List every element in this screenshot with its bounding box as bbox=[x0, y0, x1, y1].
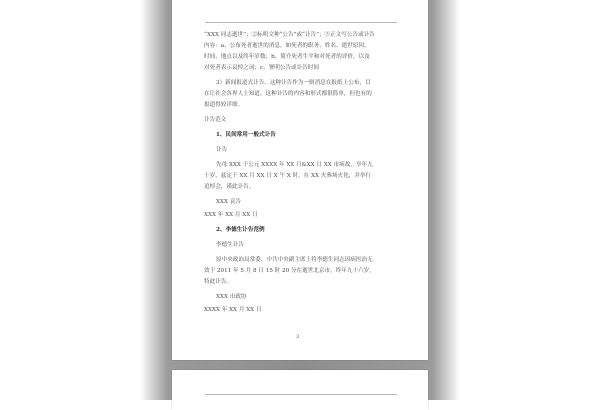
page-number: 3 bbox=[296, 334, 300, 340]
body-text-line: “XXX 同志逝世”；②标明文种“公告”或“讣告”；③正文写公告或讣告 bbox=[204, 32, 375, 38]
body-text-line: 原中央政治局常委、中共中央副主席上将李德生同志因病医治无 bbox=[216, 257, 373, 263]
signature-line: XXX 哀告 bbox=[216, 199, 241, 205]
body-text-line: 时间、地点以及终年岁数；b、简介死者生平和对死者的评价，以及 bbox=[204, 54, 370, 60]
body-text-line: 3）新闻报道式讣告。这种讣告作为一则消息在报纸上公布，目 bbox=[216, 80, 371, 86]
header-rule bbox=[205, 22, 397, 23]
body-text-line: 特此讣告。 bbox=[204, 279, 232, 285]
notice-title: 李德生讣告 bbox=[216, 242, 244, 248]
body-text-line: 对死者表示哀悼之词；c、署明公告或讣告时间 bbox=[204, 65, 320, 71]
date-line: XXX 年 XX 月 XX 日 bbox=[204, 212, 258, 218]
document-page bbox=[172, 0, 428, 360]
header-rule bbox=[205, 394, 397, 395]
signature-line: XXX 市政协 bbox=[216, 294, 247, 300]
body-text-line: 追悼会，谨此讣告。 bbox=[204, 184, 255, 190]
subsection-heading: 2、李德生讣告范例 bbox=[216, 227, 265, 233]
body-text-line: 十岁，兹定于 XX 月 XX 日 X 午 X 时，在 XX 火葬场火化，并举行 bbox=[204, 173, 372, 179]
notice-title: 讣告 bbox=[216, 147, 228, 153]
subsection-heading: 1、民间常用一般式讣告 bbox=[216, 132, 276, 138]
body-text-line: 报道得较详细。 bbox=[204, 102, 244, 108]
document-page-next bbox=[172, 370, 428, 410]
date-line: XXXX 年 XX 月 XX 日 bbox=[204, 307, 262, 313]
section-heading: 讣告范文 bbox=[204, 117, 227, 123]
body-text-line: 内容：a、公布死者逝世的消息，如死者的职务、姓名、逝世原因、 bbox=[204, 43, 370, 49]
body-text-line: 效于 2011 年 5 月 8 日 15 时 20 分在逝世北京市，终年九十六岁， bbox=[204, 268, 375, 274]
body-text-line: 在让社会各界人士知道。这种讣告的内容和形式都很简单，但也有的 bbox=[204, 91, 372, 97]
body-text-line: 先母 XXX 于公元 XXXX 年 XX 月&XX 日 XX 市病故，享年九 bbox=[216, 162, 373, 168]
